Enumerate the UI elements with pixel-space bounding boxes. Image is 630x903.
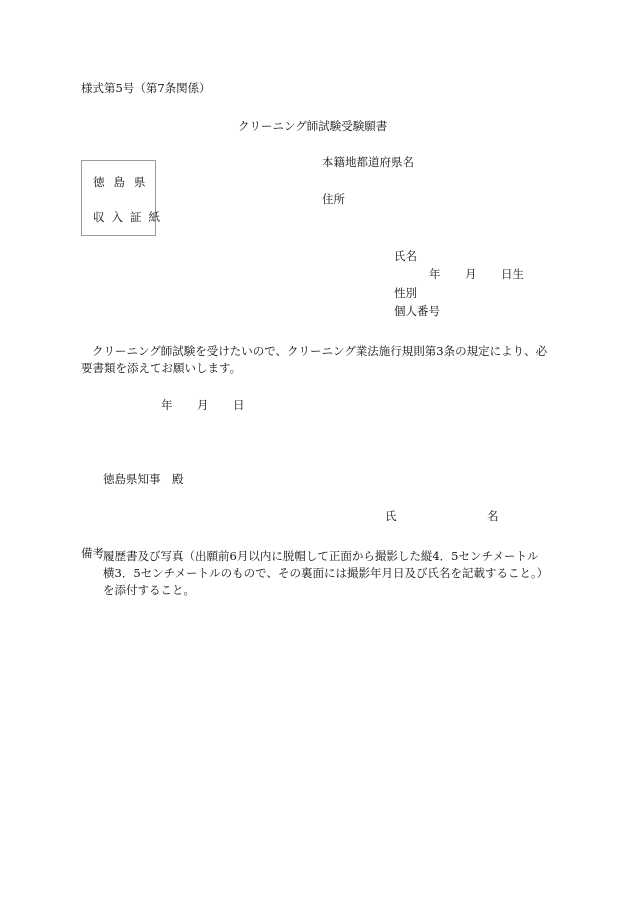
addressee: 徳島県知事 殿: [103, 472, 184, 486]
signature-given-name-label: 名: [487, 509, 499, 523]
document-title: クリーニング師試験受験願書: [238, 119, 388, 133]
date-year-label: 年: [161, 398, 173, 412]
signature-surname-label: 氏: [385, 509, 397, 523]
name-label: 氏名: [394, 249, 417, 263]
birth-year-label: 年: [429, 267, 441, 281]
date-day-label: 日: [233, 398, 245, 412]
date-month-label: 月: [197, 398, 209, 412]
note-line-1: 履歴書及び写真（出願前6月以内に脱帽して正面から撮影した縦4．5センチメートル: [103, 549, 539, 563]
revenue-stamp-box: [81, 160, 167, 236]
application-statement: クリーニング師試験を受けたいので、クリーニング業法施行規則第3条の規定により、必要書類を添えてお願いします。: [81, 344, 548, 375]
stamp-line-prefecture: 徳島県: [93, 175, 155, 189]
note-text: [103, 548, 553, 599]
address-label: 住所: [322, 192, 345, 206]
honseki-label: 本籍地都道府県名: [322, 155, 414, 169]
note-line-2: 横3．5センチメートルのもので、その裏面には撮影年月日及び氏名を記載すること。）: [103, 566, 549, 580]
individual-number-label: 個人番号: [394, 304, 440, 318]
stamp-line-revenue-stamp: 収入証紙: [93, 210, 167, 224]
note-label: 備考: [81, 546, 104, 560]
birth-month-label: 月: [465, 267, 477, 281]
note-line-3: を添付すること。: [103, 583, 195, 597]
form-number: 様式第5号（第7条関係）: [81, 81, 211, 95]
gender-label: 性別: [394, 286, 417, 300]
birth-day-label: 日生: [501, 267, 524, 281]
